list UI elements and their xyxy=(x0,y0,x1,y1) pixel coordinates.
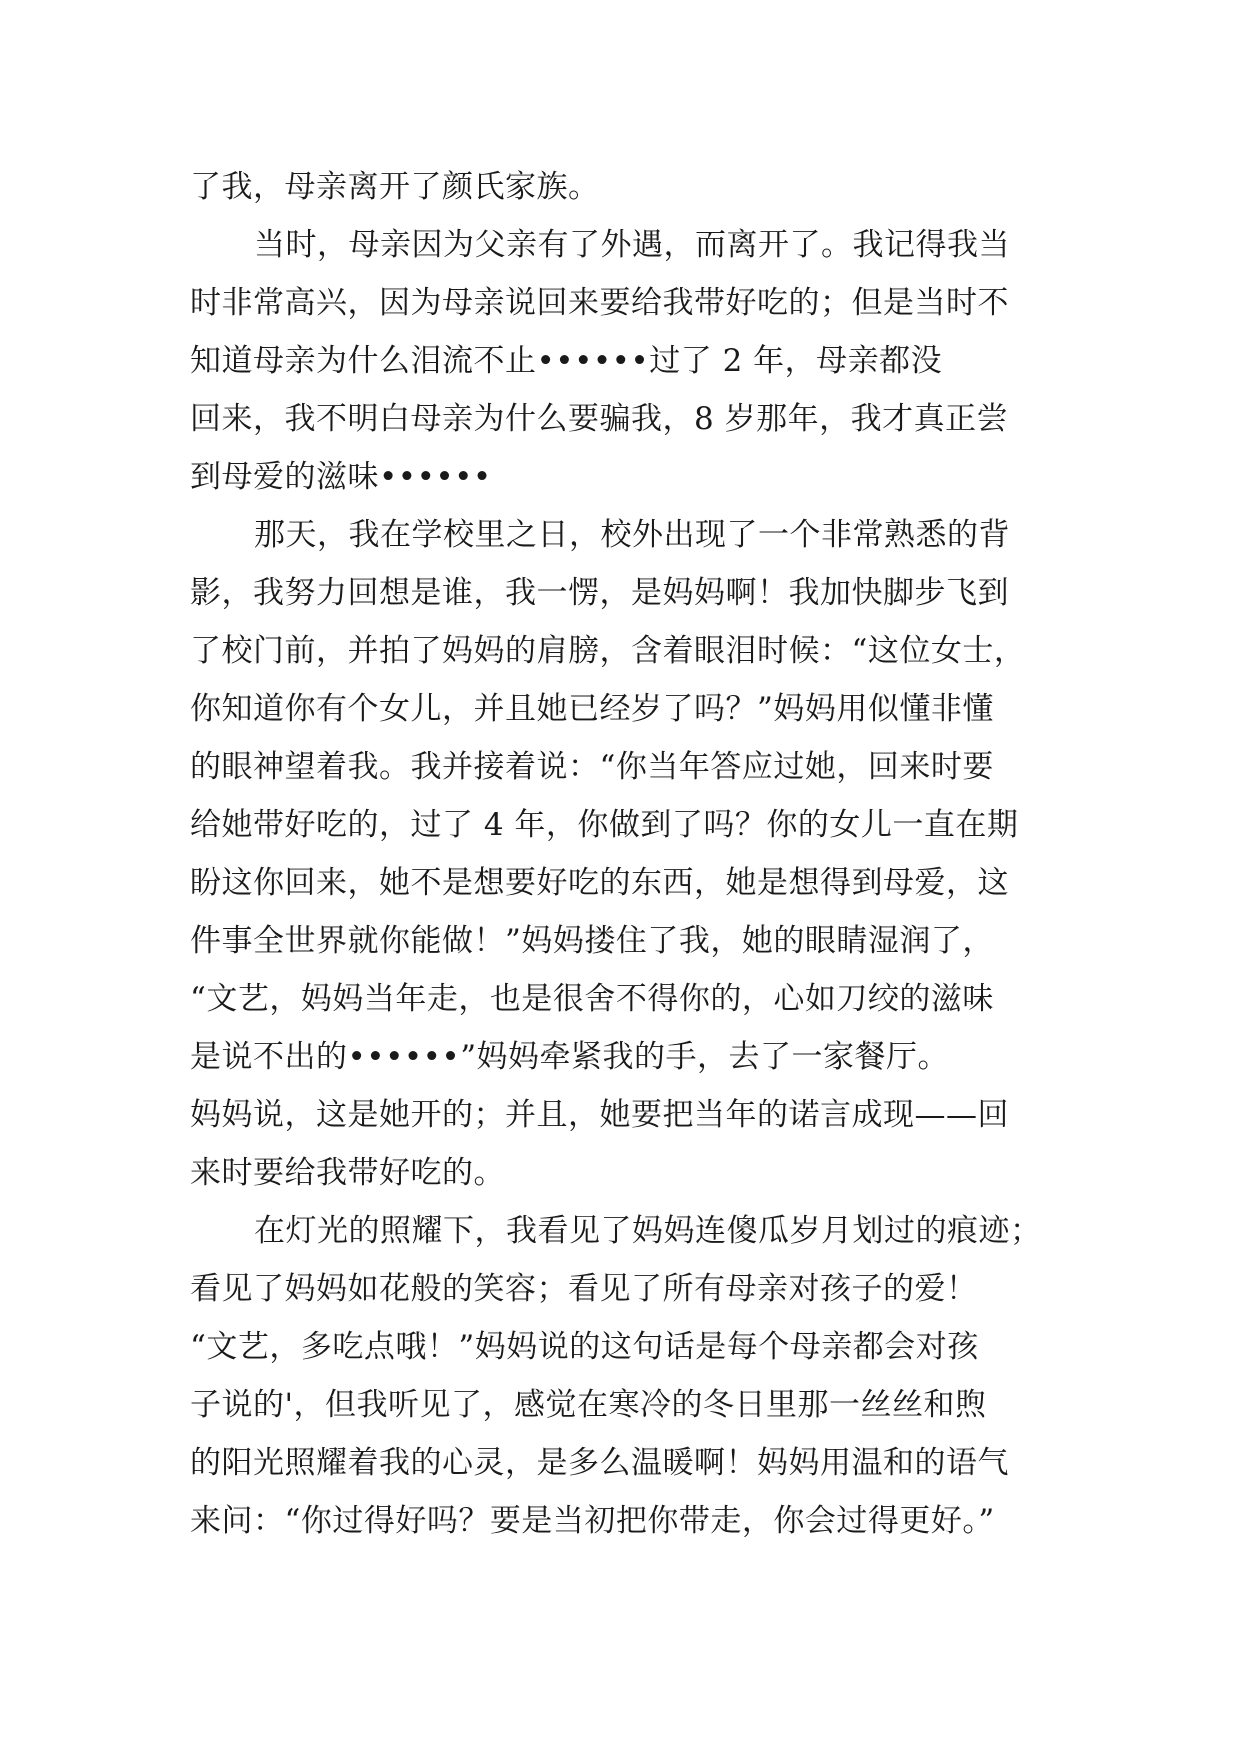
text-line: 给她带好吃的，过了 4 年，你做到了吗？你的女儿一直在期 xyxy=(190,807,1019,843)
text-line: 是说不出的••••••”妈妈牵紧我的手，去了一家餐厅。 xyxy=(190,1039,950,1075)
text-line: 来时要给我带好吃的。 xyxy=(190,1155,505,1191)
text-line: 回来，我不明白母亲为什么要骗我，8 岁那年，我才真正尝 xyxy=(190,401,1009,437)
paragraph-first-line: 那天，我在学校里之日，校外出现了一个非常熟悉的背 xyxy=(254,517,1010,553)
text-line: 件事全世界就你能做！”妈妈搂住了我，她的眼睛湿润了， xyxy=(190,923,994,959)
text-line: 到母爱的滋味•••••• xyxy=(190,459,492,495)
text-line: 影，我努力回想是谁，我一愣，是妈妈啊！我加快脚步飞到 xyxy=(190,575,1009,611)
text-line: 了校门前，并拍了妈妈的肩膀，含着眼泪时候：“这位女士， xyxy=(190,633,1026,669)
text-line: 看见了妈妈如花般的笑容；看见了所有母亲对孩子的爱！ xyxy=(190,1271,978,1307)
text-line: 盼这你回来，她不是想要好吃的东西，她是想得到母爱，这 xyxy=(190,865,1009,901)
text-line: 知道母亲为什么泪流不止••••••过了 2 年，母亲都没 xyxy=(190,343,943,379)
text-line: 的眼神望着我。我并接着说：“你当年答应过她，回来时要 xyxy=(190,749,994,785)
text-line: 时非常高兴，因为母亲说回来要给我带好吃的；但是当时不 xyxy=(190,285,1009,321)
text-line: 来问：“你过得好吗？要是当初把你带走，你会过得更好。” xyxy=(190,1503,995,1539)
paragraph-first-line: 当时，母亲因为父亲有了外遇，而离开了。我记得我当 xyxy=(254,227,1010,263)
paragraph-first-line: 在灯光的照耀下，我看见了妈妈连傻瓜岁月划过的痕迹； xyxy=(254,1213,1042,1249)
text-line: 妈妈说，这是她开的；并且，她要把当年的诺言成现——回 xyxy=(190,1097,1009,1133)
text-line: 你知道你有个女儿，并且她已经岁了吗？”妈妈用似懂非懂 xyxy=(190,691,994,727)
text-line: 子说的'，但我听见了，感觉在寒冷的冬日里那一丝丝和煦 xyxy=(190,1387,987,1423)
document-body xyxy=(190,158,1052,1550)
text-line: “文艺，妈妈当年走，也是很舍不得你的，心如刀绞的滋味 xyxy=(190,981,994,1017)
text-line: 的阳光照耀着我的心灵，是多么温暖啊！妈妈用温和的语气 xyxy=(190,1445,1009,1481)
text-line: “文艺，多吃点哦！”妈妈说的这句话是每个母亲都会对孩 xyxy=(190,1329,979,1365)
text-line: 了我，母亲离开了颜氏家族。 xyxy=(190,169,600,205)
